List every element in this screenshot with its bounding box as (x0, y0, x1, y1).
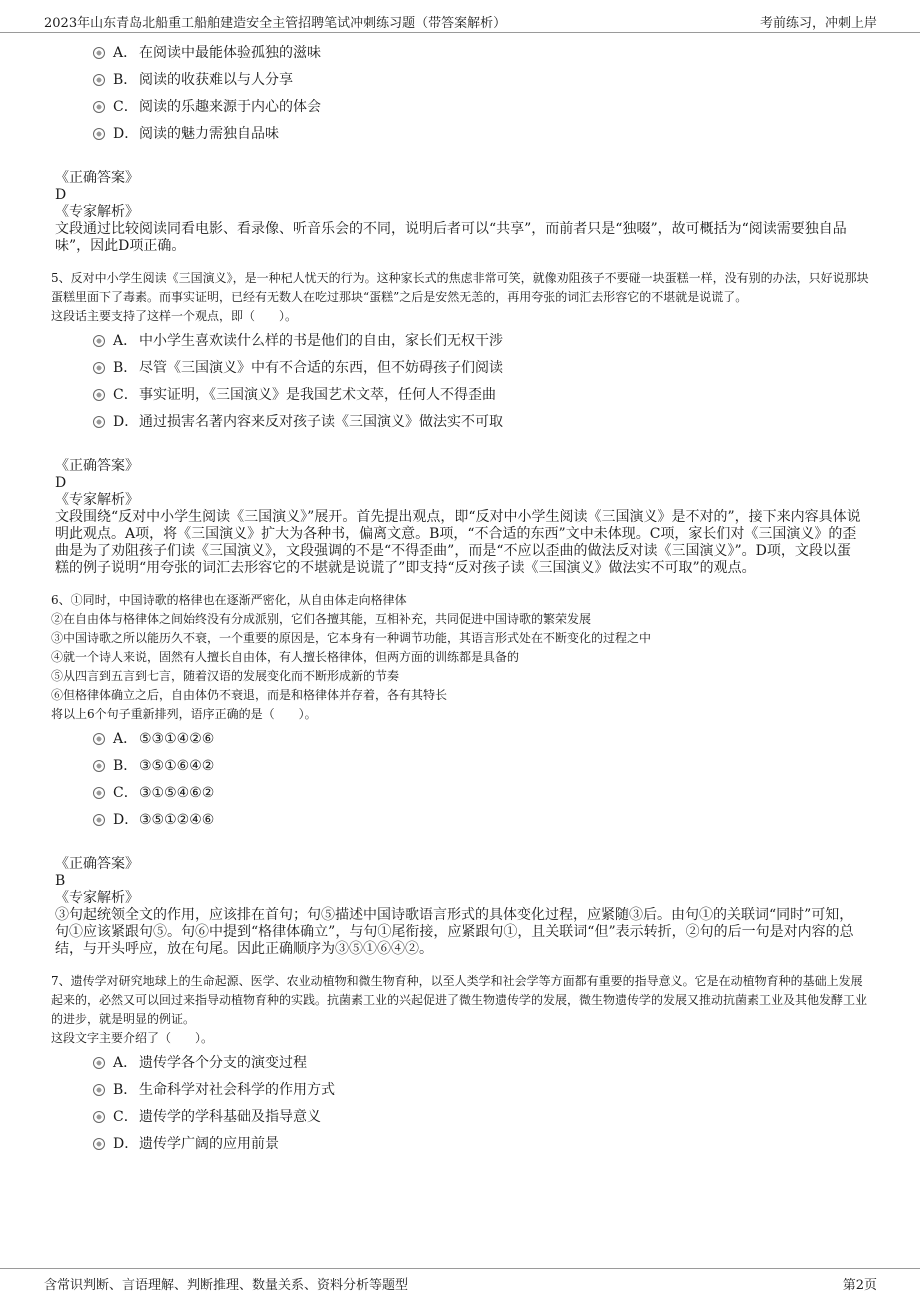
sentence-6: ⑥但格律体确立之后，自由体仍不衰退，而是和格律体并存着，各有其特长 (51, 688, 448, 702)
q5-answer (55, 458, 920, 509)
option-c[interactable]: C．遗传学的学科基础及指导意义 (93, 1104, 920, 1131)
radio-icon[interactable] (93, 1057, 105, 1069)
q5-stem: 这段话主要支持了这样一个观点，即（ ）。 (51, 309, 298, 323)
option-d[interactable]: D．阅读的魅力需独自品味 (93, 121, 920, 148)
q7-options (93, 1050, 920, 1158)
document-title: 2023年山东青岛北船重工船舶建造安全主管招聘笔试冲刺练习题（带答案解析） (44, 16, 507, 31)
option-b[interactable]: B． 阅读的收获难以与人分享 (93, 67, 920, 94)
radio-icon[interactable] (93, 1084, 105, 1096)
radio-icon[interactable] (93, 335, 105, 347)
option-c[interactable]: C．③①⑤④⑥② (93, 780, 920, 807)
radio-icon[interactable] (93, 1138, 105, 1150)
q6-sentences (51, 591, 871, 724)
sentence-5: ⑤从四言到五言到七言，随着汉语的发展变化而不断形成新的节奏 (51, 669, 400, 683)
option-b[interactable]: B． 尽管《三国演义》中有不合适的东西，但不妨碍孩子们阅读 (93, 355, 920, 382)
option-d[interactable]: D．通过损害名著内容来反对孩子读《三国演义》做法实不可取 (93, 409, 920, 436)
answer-label: 《正确答案》 (55, 458, 139, 474)
q6-explanation: ③句起统领全文的作用，应该排在首句；句⑤描述中国诗歌语言形式的具体变化过程，应紧随③后。由句①的关联词“同时”可知，句①应该紧跟句⑤。句⑥中提到“格律体确立”，与句①尾衔接，应紧跟句①，且关联词“但”表示转折，②句的后一句是对内容的总结，与开头呼应，放在句尾。因此正确顺序为③⑤①⑥④②。 (55, 907, 854, 957)
expert-label: 《专家解析》 (55, 890, 139, 906)
radio-icon[interactable] (93, 814, 105, 826)
radio-icon[interactable] (93, 787, 105, 799)
page-number: 第2页 (842, 1278, 877, 1293)
radio-icon[interactable] (93, 362, 105, 374)
expert-label: 《专家解析》 (55, 492, 139, 508)
q4-answer (55, 170, 920, 221)
option-c[interactable]: C．事实证明，《三国演义》是我国艺术文萃，任何人不得歪曲 (93, 382, 920, 409)
footer-description: 含常识判断、言语理解、判断推理、数量关系、资料分析等题型 (44, 1278, 409, 1293)
sentence-3: ③中国诗歌之所以能历久不衰，一个重要的原因是，它本身有一种调节功能，其语言形式处在不断变化的过程之中 (51, 631, 652, 645)
page-header (0, 0, 920, 33)
option-b[interactable]: B． 生命科学对社会科学的作用方式 (93, 1077, 920, 1104)
option-a[interactable]: A． 中小学生喜欢读什么样的书是他们的自由，家长们无权干涉 (93, 328, 920, 355)
q6-answer (55, 856, 920, 907)
answer-value: D (55, 475, 67, 491)
option-a[interactable]: A． ⑤③①④②⑥ (93, 726, 920, 753)
option-c[interactable]: C．阅读的乐趣来源于内心的体会 (93, 94, 920, 121)
q5-text: 5、反对中小学生阅读《三国演义》，是一种杞人忧天的行为。这种家长式的焦虑非常可笑，就像劝阻孩子不要碰一块蛋糕一样，没有别的办法，只好说那块蛋糕里面下了毒素。而事实证明，已经有无数人在吃过那块“蛋糕”之后是安然无恙的，再用夸张的词汇去形容它的不堪就是说谎了。 (51, 271, 869, 304)
sentence-1: 6、①同时，中国诗歌的格律也在逐渐严密化，从自由体走向格律体 (51, 593, 407, 607)
radio-icon[interactable] (93, 101, 105, 113)
q4-explanation: 文段通过比较阅读同看电影、看录像、听音乐会的不同，说明后者可以“共享”，而前者只是“独啜”，故可概括为“阅读需要独自品味”，因此D项正确。 (55, 221, 847, 254)
q5-explanation: 文段围绕“反对中小学生阅读《三国演义》”展开。首先提出观点，即“反对中小学生阅读《三国演义》是不对的”，接下来内容具体说明此观点。A项，将《三国演义》扩大为各种书，偏离文意。B项，“不合适的东西”文中未体现。C项，家长们对《三国演义》的歪曲是为了劝阻孩子们读《三国演义》，文段强调的不是“不得歪曲”，而是“不应以歪曲的做法反对读《三国演义》”。D项，文段以蛋糕的例子说明“用夸张的词汇去形容它的不堪就是说谎了”即支持“反对孩子读《三国演义》做法实不可取”的观点。 (55, 509, 861, 576)
sentence-4: ④就一个诗人来说，固然有人擅长自由体，有人擅长格律体，但两方面的训练都是具备的 (51, 650, 520, 664)
radio-icon[interactable] (93, 74, 105, 86)
answer-value: B (55, 873, 66, 889)
radio-icon[interactable] (93, 1111, 105, 1123)
radio-icon[interactable] (93, 47, 105, 59)
answer-label: 《正确答案》 (55, 170, 139, 186)
radio-icon[interactable] (93, 733, 105, 745)
q5-options (93, 328, 920, 436)
page-footer (0, 1268, 920, 1302)
answer-value: D (55, 187, 67, 203)
option-d[interactable]: D．遗传学广阔的应用前景 (93, 1131, 920, 1158)
expert-label: 《专家解析》 (55, 204, 139, 220)
option-a[interactable]: A． 在阅读中最能体验孤独的滋味 (93, 40, 920, 67)
option-a[interactable]: A． 遗传学各个分支的演变过程 (93, 1050, 920, 1077)
radio-icon[interactable] (93, 760, 105, 772)
q7-stem: 这段文字主要介绍了（ ）。 (51, 1031, 214, 1045)
option-b[interactable]: B． ③⑤①⑥④② (93, 753, 920, 780)
sentence-2: ②在自由体与格律体之间始终没有分成派别，它们各擅其能，互相补充，共同促进中国诗歌的繁荣发展 (51, 612, 592, 626)
q6-stem: 将以上6个句子重新排列，语序正确的是（ ）。 (51, 707, 317, 721)
radio-icon[interactable] (93, 128, 105, 140)
q4-options (93, 40, 920, 148)
radio-icon[interactable] (93, 389, 105, 401)
option-d[interactable]: D．③⑤①②④⑥ (93, 807, 920, 834)
radio-icon[interactable] (93, 416, 105, 428)
page-content (0, 34, 920, 1158)
q6-options (93, 726, 920, 834)
q7-text: 7、遗传学对研究地球上的生命起源、医学、农业动植物和微生物育种，以至人类学和社会学等方面都有重要的指导意义。它是在动植物育种的基础上发展起来的，必然又可以回过来指导动植物育种的实践。抗菌素工业的兴起促进了微生物遗传学的发展，微生物遗传学的发展又推动抗菌素工业及其他发酵工业的进步，就是明显的例证。 (51, 974, 868, 1026)
header-slogan: 考前练习，冲刺上岸 (759, 16, 877, 31)
answer-label: 《正确答案》 (55, 856, 139, 872)
